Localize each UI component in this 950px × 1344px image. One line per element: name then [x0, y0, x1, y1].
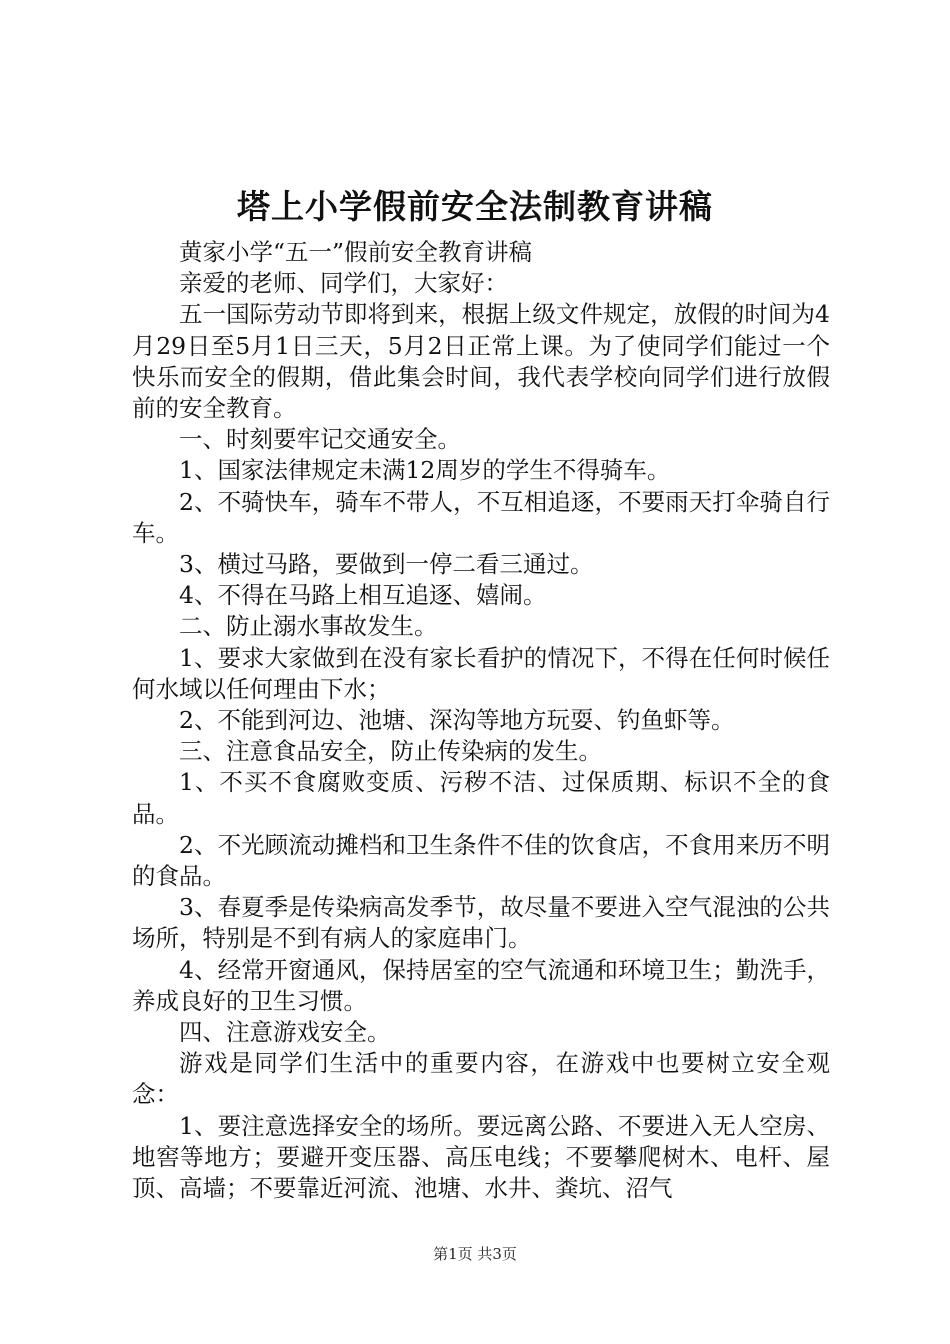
- paragraph: 黄家小学“五一”假前安全教育讲稿: [179, 238, 533, 266]
- paragraph: 2、不骑快车，骑车不带人，不互相追逐，不要雨天打伞骑自行车。: [132, 487, 830, 547]
- paragraph: 1、不买不食腐败变质、污秽不洁、过保质期、标识不全的食品。: [132, 768, 830, 828]
- paragraph: 3、春夏季是传染病高发季节，故尽量不要进入空气混浊的公共场所，特别是不到有病人的家庭串门。: [132, 893, 830, 953]
- section-heading: 一、时刻要牢记交通安全。: [179, 425, 461, 454]
- paragraph: 五一国际劳动节即将到来，根据上级文件规定，放假的时间为4月29日至5月1日三天，5月2日正常上课。为了使同学们能过一个快乐而安全的假期，借此集会时间，我代表学校向同学们进行放假前的安全教育。: [132, 300, 830, 423]
- paragraph: 1、国家法律规定未满12周岁的学生不得骑车。: [179, 456, 671, 485]
- paragraph: 2、不光顾流动摊档和卫生条件不佳的饮食店，不食用来历不明的食品。: [132, 830, 830, 891]
- section-heading: 二、防止溺水事故发生。: [179, 612, 438, 641]
- page-footer: 第1页 共3页: [433, 1245, 517, 1263]
- paragraph: 4、经常开窗通风，保持居室的空气流通和环境卫生；勤洗手，养成良好的卫生习惯。: [132, 955, 830, 1015]
- paragraph: 1、要注意选择安全的场所。要远离公路、不要进入无人空房、地窖等地方；要避开变压器、高压电线；不要攀爬树木、电杆、屋顶、高墙；不要靠近河流、池塘、水井、粪坑、沼气: [132, 1111, 830, 1203]
- paragraph: 2、不能到河边、池塘、深沟等地方玩耍、钓鱼虾等。: [179, 706, 735, 735]
- document-title: 塔上小学假前安全法制教育讲稿: [237, 187, 713, 226]
- section-heading: 四、注意游戏安全。: [179, 1018, 391, 1047]
- document-body: [132, 237, 830, 1204]
- paragraph: 亲爱的老师、同学们，大家好：: [179, 269, 508, 298]
- section-heading: 三、注意食品安全，防止传染病的发生。: [179, 737, 602, 766]
- paragraph: 3、横过马路，要做到一停二看三通过。: [179, 550, 594, 579]
- paragraph: 游戏是同学们生活中的重要内容，在游戏中也要树立安全观念：: [132, 1049, 830, 1109]
- paragraph: 1、要求大家做到在没有家长看护的情况下，不得在任何时候任何水域以任何理由下水；: [132, 643, 830, 703]
- paragraph: 4、不得在马路上相互追逐、嬉闹。: [179, 581, 547, 610]
